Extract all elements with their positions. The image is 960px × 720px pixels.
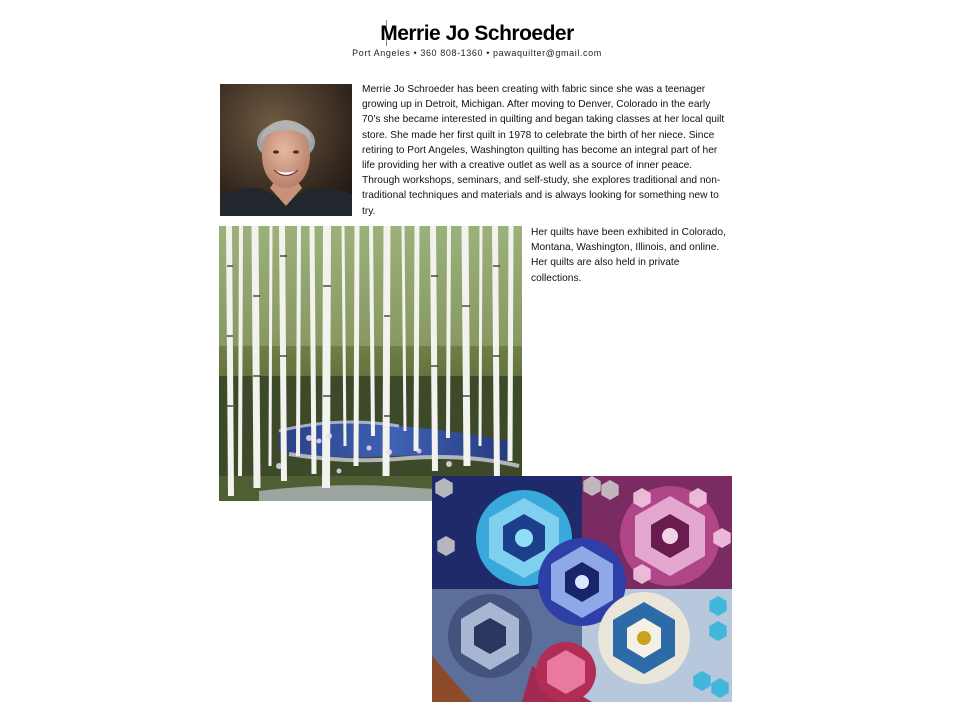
artist-bio [362,82,736,219]
bio-line: try. [362,205,376,217]
bio-line: growing up in Detroit, Michigan. After moving to Denver, Colorado in the early [362,99,711,111]
page-title: Merrie Jo Schroeder [380,22,574,45]
bio-line: retiring to Port Angeles, Washington quilting has become an integral part of her [362,144,718,156]
bio-line: Merrie Jo Schroeder has been creating with fabric since she was a teenager [362,84,706,95]
exhibit-line: collections. [531,272,582,284]
bio-line: store. She made her first quilt in 1978 to celebrate the birth of her niece. Since [362,129,715,141]
contact-info: Port Angeles • 360 808-1360 • pawaquilter@gmail.com [352,48,602,58]
bio-line: Through workshops, seminars, and self-study, she explores traditional and non- [362,175,721,187]
birch-forest-quilt-image [219,226,522,501]
exhibit-line: Her quilts have been exhibited in Colorado, [531,227,726,238]
bio-line: traditional techniques and materials and is always looking for something new to [362,190,719,202]
artist-portrait-photo [220,84,352,216]
hexagon-quilt-image [432,476,732,702]
exhibitions-text [531,225,737,286]
exhibit-line: Her quilts are also held in private [531,257,680,269]
bio-line: 70’s she became interested in quilting and began taking classes at her local quilt [362,114,725,126]
exhibit-line: Montana, Washington, Illinois, and online. [531,242,720,254]
bio-line: life providing her with a creative outlet as well as a source of inner peace. [362,160,693,172]
